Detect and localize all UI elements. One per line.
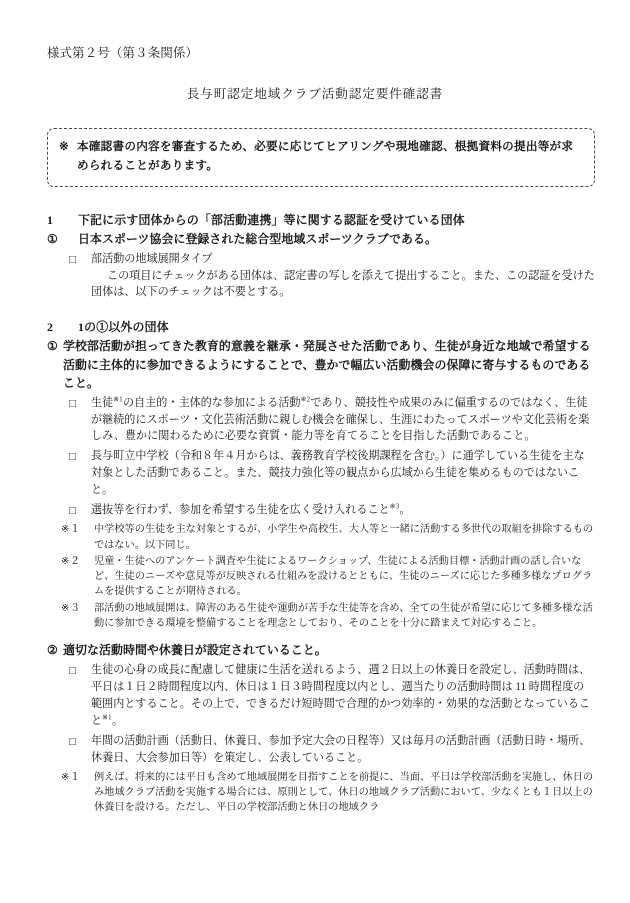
section-1 (47, 211, 597, 302)
section-1-item-1-text: 日本スポーツ協会に登録された総合型地域スポーツクラブである。 (78, 231, 438, 246)
notice-box (47, 128, 595, 187)
footnote-mark: ※１ (61, 771, 81, 783)
checkbox-text-b: の自主的・主体的な参加による活動 (123, 396, 301, 409)
checkbox-label: 長与町立中学校（令和８年４月からは、義務教育学校後期課程を含む。）に通学している生徒を主な対象とした活動であること。また、競技力強化等の観点から広域から生徒を集めるものではないこと。 (91, 450, 585, 496)
checkbox-label-line2: この項目にチェックがある団体は、認定書の写しを添えて提出すること。また、この認証を受けた団体は、以下のチェックは不要とする。 (91, 269, 595, 299)
checkbox-row[interactable] (47, 251, 597, 302)
section-1-number: 1 (47, 212, 54, 227)
footnote-row (47, 601, 597, 632)
checkbox-row[interactable] (47, 448, 597, 499)
section-2-item-2-heading (47, 641, 597, 659)
section-1-item-1-number: ① (47, 231, 58, 246)
section-1-heading-text: 下記に示す団体からの「部活動連携」等に関する認証を受けている団体 (78, 212, 465, 227)
footnote-row (47, 770, 597, 816)
section-2-item-2-number: ② (47, 643, 58, 658)
checkbox-label-line1: 部活動の地域展開タイプ (91, 252, 213, 265)
checkbox-icon[interactable]: □ (69, 734, 77, 748)
checkbox-icon[interactable]: □ (69, 450, 77, 464)
checkbox-text-a: 生徒の心身の成長に配慮して健康に生活を送れるよう、週２日以上の休養日を設定し、活動時間は、平日は１日２時間程度以内、休日は１日３時間程度以内とし、週当たりの活動時間は 11 時間程度の範囲内とすること。その上で、できるだけ短時間で合理的かつ効率的・効果的な活動となっていること (91, 664, 591, 727)
footnote-mark: ※１ (61, 524, 81, 536)
checkbox-icon[interactable]: □ (69, 252, 77, 266)
checkbox-text-a: 生徒 (91, 396, 114, 409)
footnote-row (47, 554, 597, 600)
footnote-text: 部活動の地域展開は、障害のある生徒や運動が苦手な生徒等を含め、全ての生徒が希望に応じて多種多様な活動に参加できる環境を整備することを理念としており、そのことを十分に踏まえて対応すること。 (94, 602, 593, 630)
checkbox-text-c: であり、競技性や成果のみに偏重するのではなく、生徒が継続的にスポーツ・文化芸術活動に親しむ機会を確保し、生涯にわたってスポーツや文化芸術を楽しみ、豊かに関わるために必要な資質・能力等を育てることを目指した活動であること。 (91, 396, 590, 443)
notice-mark: ※ (59, 139, 69, 153)
checkbox-icon[interactable]: □ (69, 503, 77, 517)
section-2-item-1-text: 学校部活動が担ってきた教育的意義を継承・発展させた活動であり、生徒が身近な地域で希望する活動に主体的に参加できるようにすることで、豊かで幅広い活動機会の保障に寄与するものであること。 (63, 339, 591, 390)
checkbox-icon[interactable]: □ (69, 396, 77, 410)
checkbox-row[interactable] (47, 395, 597, 446)
notice-row (59, 138, 582, 176)
footnote-mark: ※２ (61, 555, 81, 567)
checkbox-text-b: 。 (399, 503, 411, 516)
section-2 (47, 318, 597, 815)
footnote-text: 中学校等の生徒を主な対象とするが、小学生や高校生、大人等と一緒に活動する多世代の取組を排除するものではない。以下同じ。 (94, 524, 594, 551)
notice-text: 本確認書の内容を審査するため、必要に応じてヒアリングや現地確認、根拠資料の提出等が求められることがあります。 (76, 139, 574, 172)
footnote-ref: ※1 (102, 714, 112, 722)
section-2-heading (47, 318, 597, 336)
footnote-text: 児童・生徒へのアンケート調査や生徒によるワークショップ、生徒による活動目標・活動計画の話し合いなど、生徒のニーズや意見等が反映される仕組みを設けるとともに、生徒のニーズに応じた多種多様なプログラムを提供することが期待される。 (94, 555, 593, 598)
footnote-row (47, 522, 597, 553)
footnote-ref: ※1 (113, 396, 124, 403)
footnote-mark: ※３ (61, 602, 81, 614)
checkbox-row[interactable] (47, 662, 597, 729)
checkbox-text-a: 選抜等を行わず、参加を希望する生徒を広く受け入れること (91, 503, 390, 516)
checkbox-label: 年間の活動計画（活動日、休養日、参加予定大会の日程等）又は毎月の活動計画（活動日時・場所、休養日、大会参加日等）を策定し、公表していること。 (91, 734, 591, 764)
checkbox-label (91, 395, 597, 446)
footnote-ref: ※2 (300, 396, 311, 403)
section-2-item-1-heading (47, 337, 597, 391)
spacer (47, 632, 597, 641)
footnote-text: 例えば、将来的には平日も含めて地域展開を目指すことを前提に、当面、平日は学校部活動を実施し、休日のみ地域クラブ活動を実施する場合には、原則として、休日の地域クラブ活動において、少なくとも１日以上の休養日を設ける。ただし、平日の学校部活動と休日の地域クラ (94, 771, 594, 814)
checkbox-row[interactable] (47, 733, 597, 767)
checkbox-label (91, 251, 597, 302)
checkbox-label (91, 662, 597, 729)
checkbox-icon[interactable]: □ (69, 664, 77, 678)
form-number: 様式第２号（第３条関係） (47, 46, 199, 60)
section-2-item-1-number: ① (47, 339, 58, 354)
checkbox-text-b: 。 (111, 714, 124, 727)
footnote-ref: ※3 (389, 503, 400, 511)
section-2-heading-text: 1の①以外の団体 (78, 320, 169, 335)
section-2-number: 2 (47, 320, 54, 335)
section-2-item-2-text: 適切な活動時間や休養日が設定されていること。 (63, 643, 327, 658)
spacer (47, 304, 597, 318)
checkbox-label (91, 502, 597, 519)
checkbox-row[interactable] (47, 502, 597, 519)
page-title: 長与町認定地域クラブ活動認定要件確認書 (186, 86, 444, 101)
section-1-heading (47, 211, 597, 229)
section-1-item-1-heading (47, 230, 597, 248)
